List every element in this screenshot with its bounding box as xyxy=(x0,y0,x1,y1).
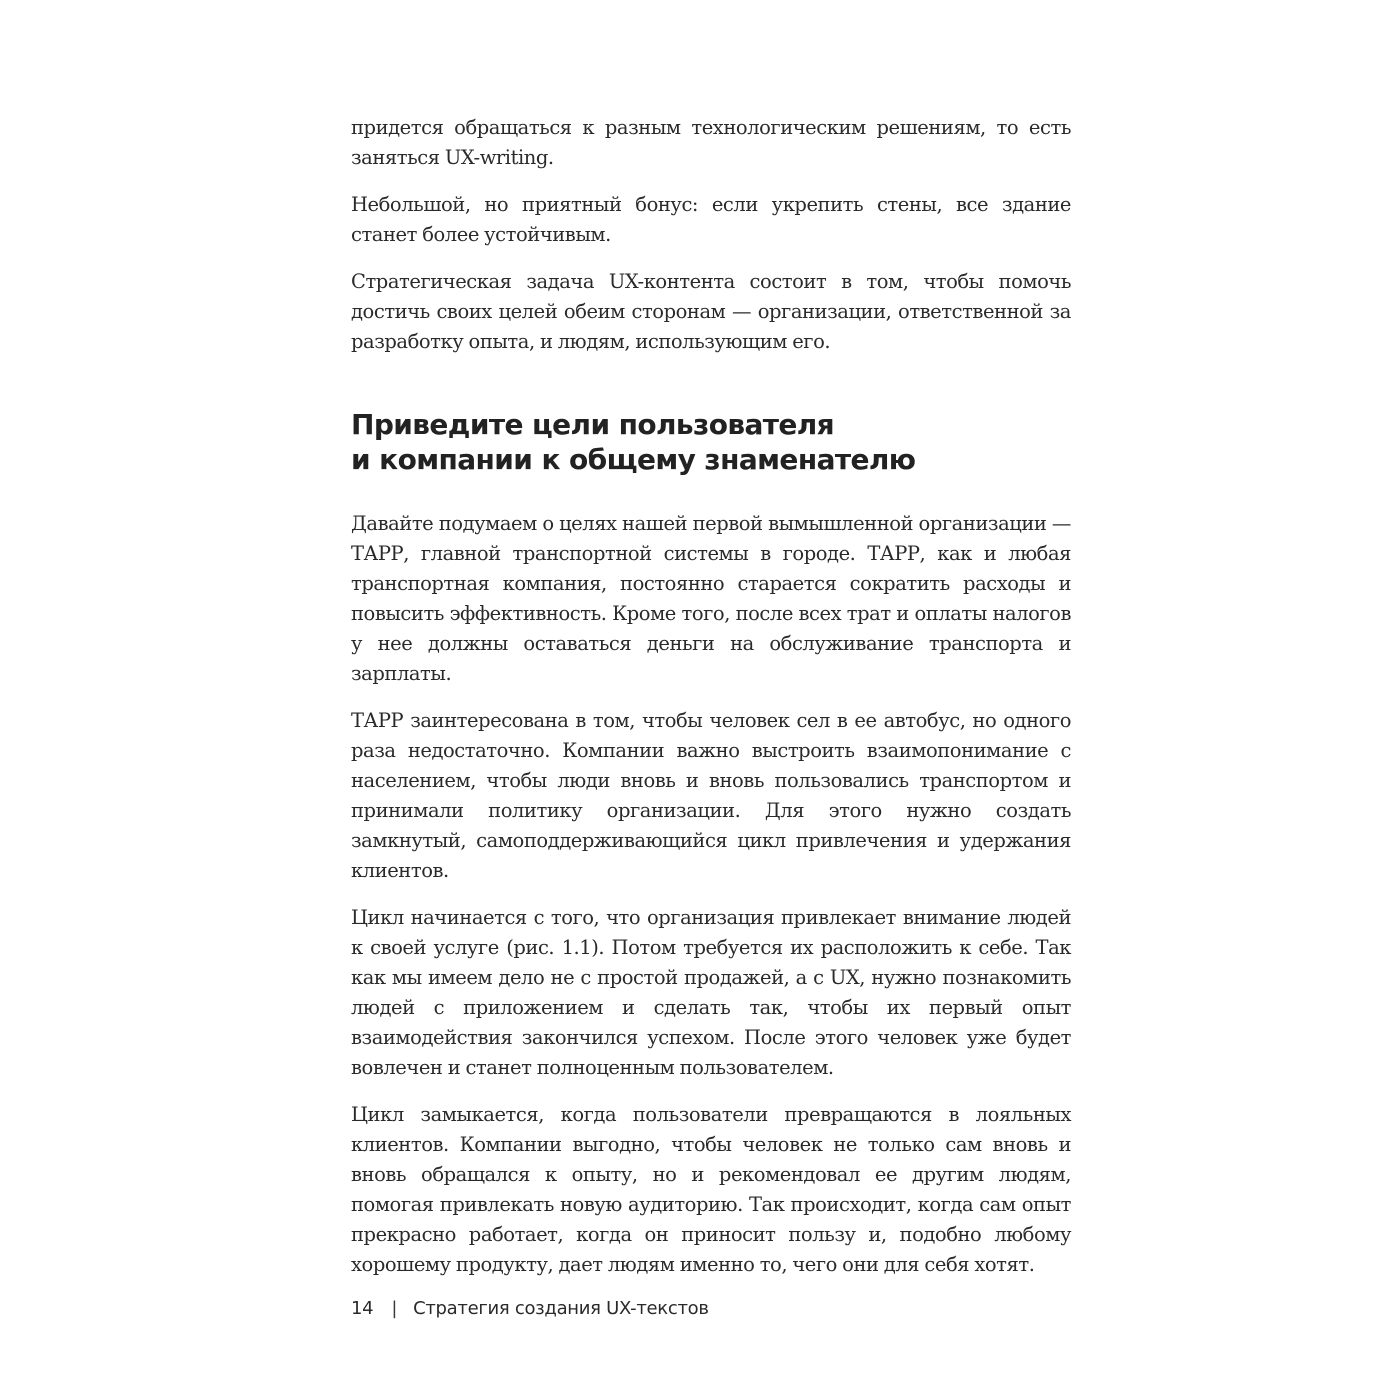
page-number: 14 xyxy=(351,1298,374,1319)
footer-separator: | xyxy=(391,1298,398,1319)
paragraph: Цикл замыкается, когда пользователи превращаются в лояльных клиентов. Компании выгодно, чтобы человек не только сам вновь и вновь обращался к опыту, но и рекомендовал ее другим людям, помогая привлекать новую аудиторию. Так происходит, когда сам опыт прекрасно работает, когда он приносит пользу и, подобно любому хорошему продукту, дает людям именно то, чего они для себя хотят. xyxy=(351,1103,1071,1276)
section-heading-line-2: и компании к общему знаменателю xyxy=(351,443,916,476)
section-heading xyxy=(351,407,1071,477)
paragraph: ТАРР заинтересована в том, чтобы человек сел в ее автобус, но одного раза недостаточно. Компании важно выстроить взаимопонимание с населением, чтобы люди вновь и вновь пользовались транспортом и принимали политику организации. Для этого нужно создать замкнутый, самоподдерживающийся цикл привлечения и удержания клиентов. xyxy=(351,709,1071,882)
text-column xyxy=(351,113,1071,1280)
paragraph: Небольшой, но приятный бонус: если укрепить стены, все здание станет более устойчивым. xyxy=(351,193,1071,246)
paragraph: Давайте подумаем о целях нашей первой вымышленной организации — ТАРР, главной транспортной системы в городе. ТАРР, как и любая транспортная компания, постоянно старается сократить расходы и повысить эффективность. Кроме того, после всех трат и оплаты налогов у нее должны оставаться деньги на обслуживание транспорта и зарплаты. xyxy=(351,512,1071,685)
page-footer xyxy=(351,1298,709,1319)
paragraph: придется обращаться к разным технологическим решениям, то есть заняться UX-writing. xyxy=(351,116,1071,169)
section-heading-line-1: Приведите цели пользователя xyxy=(351,408,835,441)
paragraph: Цикл начинается с того, что организация привлекает внимание людей к своей услуге (рис. 1.1). Потом требуется их расположить к себе. Так как мы имеем дело не с простой продажей, а с UX, нужно познакомить людей с приложением и сделать так, чтобы их первый опыт взаимодействия закончился успехом. После этого человек уже будет вовлечен и станет полноценным пользователем. xyxy=(351,906,1071,1079)
paragraph: Стратегическая задача UX-контента состоит в том, чтобы помочь достичь своих целей обеим сторонам — организации, ответственной за разработку опыта, и людям, использующим его. xyxy=(351,270,1071,353)
running-title: Стратегия создания UX-текстов xyxy=(413,1298,709,1319)
